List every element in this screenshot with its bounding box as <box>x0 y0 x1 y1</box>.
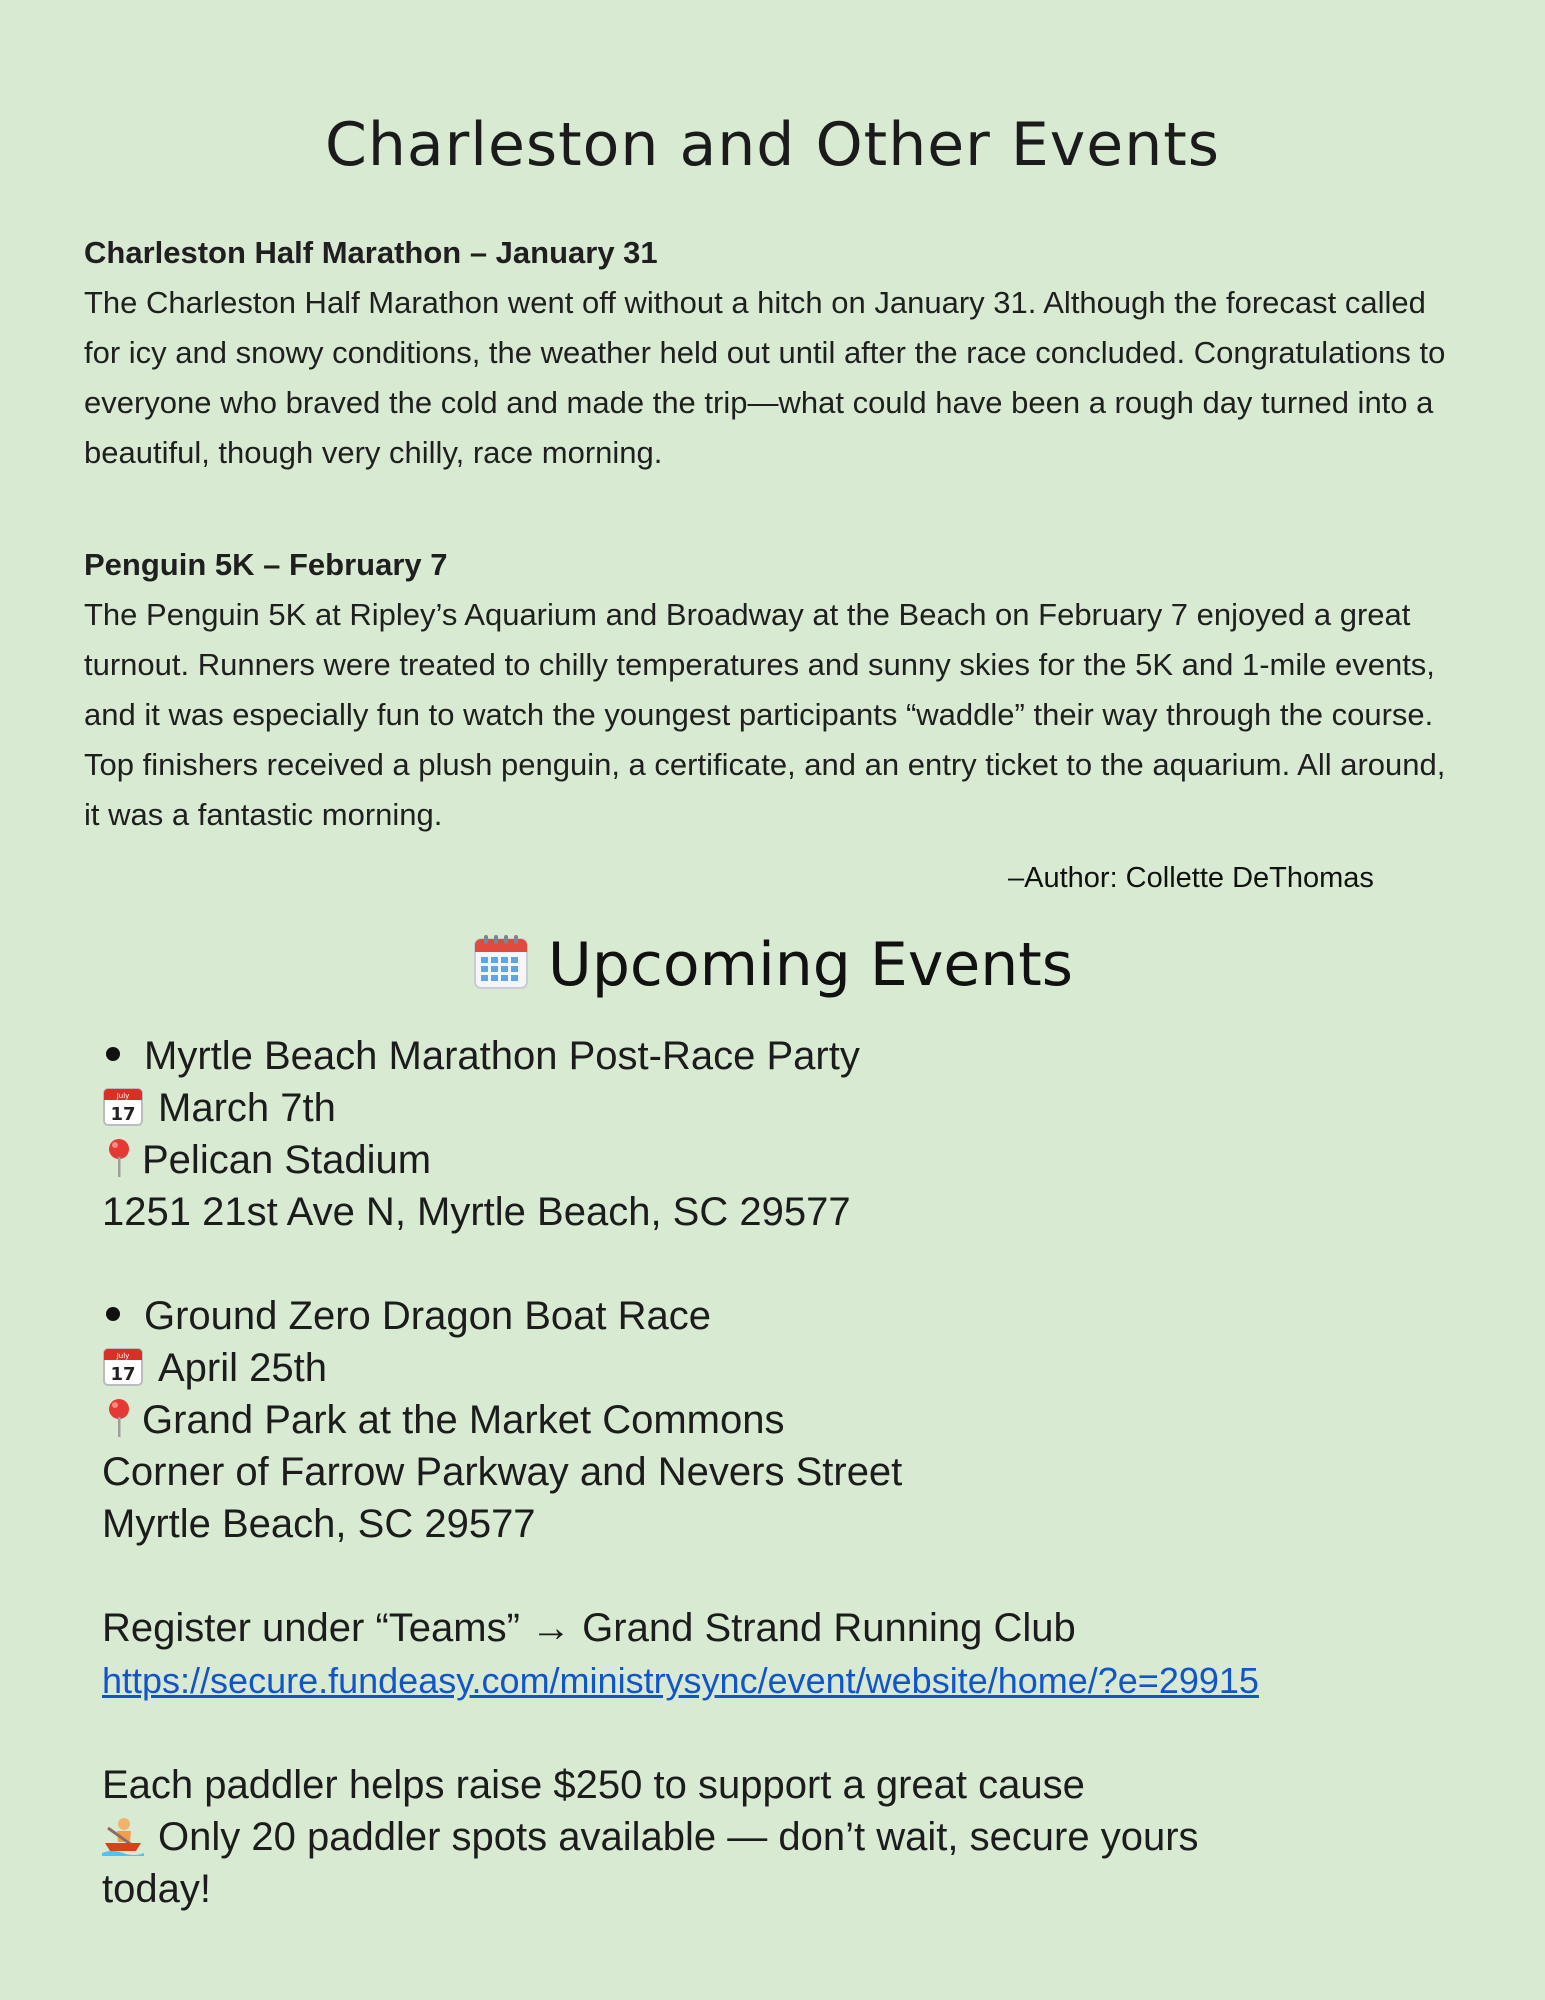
svg-text:July: July <box>116 1352 130 1360</box>
event-address: 1251 21st Ave N, Myrtle Beach, SC 29577 <box>102 1190 851 1234</box>
article-penguin-5k <box>84 540 1464 840</box>
pin-icon <box>102 1397 136 1439</box>
date-calendar-icon <box>102 1345 144 1387</box>
event-address: Corner of Farrow Parkway and Nevers Street <box>102 1450 903 1494</box>
event-date: April 25th <box>158 1346 327 1390</box>
event-venue: Pelican Stadium <box>142 1138 432 1182</box>
register-instructions: Register under “Teams” → Grand Strand Running Club <box>102 1606 1076 1650</box>
article-paragraph: The Penguin 5K at Ripley’s Aquarium and Broadway at the Beach on February 7 enjoyed a great turnout. Runners were treated to chilly temperatures and sunny skies for the 5K and 1-mile events, and it was especially fun to watch the youngest participants “waddle” their way through the course. <box>84 597 1435 732</box>
article-paragraph: Top finishers received a plush penguin, a certificate, and an entry ticket to the aquarium. All around, it was a fantastic morning. <box>84 747 1446 832</box>
event-name: Myrtle Beach Marathon Post-Race Party <box>144 1034 860 1078</box>
svg-text:July: July <box>116 1092 130 1100</box>
event-item <box>102 1290 1482 1550</box>
bullet-icon <box>106 1307 120 1321</box>
article-paragraph: The Charleston Half Marathon went off without a hitch on January 31. Although the forecast called for icy and snowy conditions, the weather held out until after the race concluded. Congratulations to everyone who braved the cold and made the trip—what could have been a rough day turned into a beautiful, though very chilly, race morning. <box>84 285 1446 470</box>
spots-text: Only 20 paddler spots available — don’t wait, secure yours <box>158 1815 1199 1859</box>
event-venue: Grand Park at the Market Commons <box>142 1398 785 1442</box>
event-name: Ground Zero Dragon Boat Race <box>144 1294 711 1338</box>
fundraise-text: Each paddler helps raise $250 to support a great cause <box>102 1763 1085 1807</box>
article-heading: Charleston Half Marathon – January 31 <box>84 235 658 270</box>
page-title: Charleston and Other Events <box>324 110 1221 180</box>
calendar-icon <box>472 933 530 991</box>
event-address: Myrtle Beach, SC 29577 <box>102 1502 536 1546</box>
svg-text:17: 17 <box>110 1364 136 1385</box>
author-credit: –Author: Collette DeThomas <box>1008 862 1374 894</box>
upcoming-title-text: Upcoming Events <box>547 930 1074 1000</box>
article-heading: Penguin 5K – February 7 <box>84 547 448 582</box>
article-charleston-half <box>84 228 1464 478</box>
spots-text-continued: today! <box>102 1867 211 1911</box>
event-date: March 7th <box>158 1086 336 1130</box>
registration-link[interactable]: https://secure.fundeasy.com/ministrysync/event/website/home/?e=29915 <box>102 1660 1259 1701</box>
svg-text:17: 17 <box>110 1104 136 1125</box>
date-calendar-icon <box>102 1085 144 1127</box>
pin-icon <box>102 1137 136 1179</box>
event-item <box>102 1030 1482 1238</box>
rowboat-icon <box>102 1814 144 1856</box>
bullet-icon <box>106 1047 120 1061</box>
upcoming-events-list <box>102 1030 1482 1915</box>
upcoming-events-title <box>0 930 1545 1000</box>
